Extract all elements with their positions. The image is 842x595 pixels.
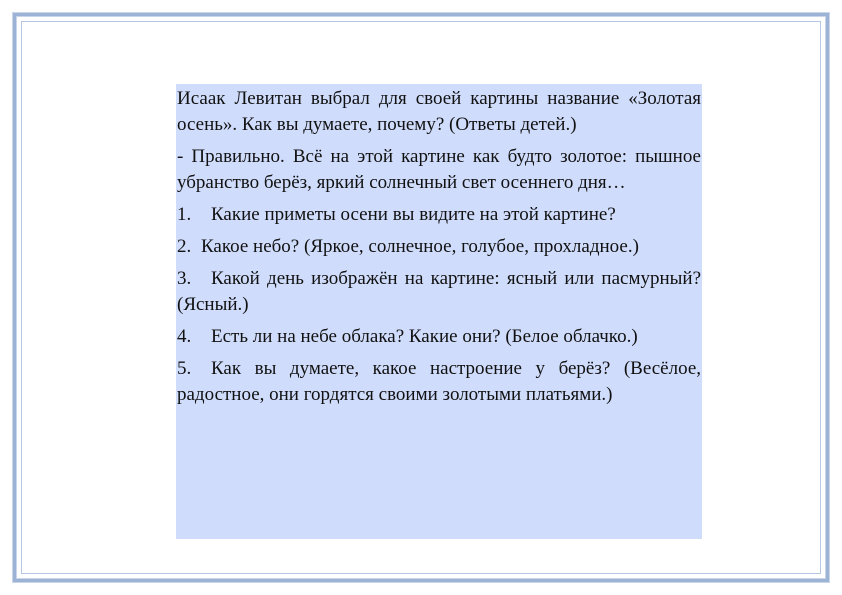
paragraph-answer: - Правильно. Всё на этой картине как будто золотое: пышное убранство берёз, яркий солнечный свет осеннего дня… <box>177 146 701 193</box>
list-item-number: 3. <box>177 268 192 289</box>
text-box <box>176 84 702 539</box>
list-item-text: Какие приметы осени вы видите на этой картине? <box>211 204 616 225</box>
list-item <box>177 324 701 350</box>
list-item-number: 4. <box>177 326 192 347</box>
list-item-number: 2. <box>177 236 192 257</box>
list-item <box>177 234 701 260</box>
list-item <box>177 202 701 228</box>
paragraph-intro: Исаак Левитан выбрал для своей картины название «Золотая осень». Как вы думаете, почему? (Ответы детей.) <box>177 88 701 135</box>
list-item <box>177 266 701 318</box>
list-item-text: Какое небо? (Яркое, солнечное, голубое, прохладное.) <box>201 236 639 257</box>
list-item-text: Есть ли на небе облака? Какие они? (Белое облачко.) <box>211 326 638 347</box>
list-item-number: 5. <box>177 358 192 379</box>
list-item-text: Какой день изображён на картине: ясный или пасмурный? (Ясный.) <box>177 268 701 315</box>
list-item-text: Как вы думаете, какое настроение у берёз? (Весёлое, радостное, они гордятся своими золотыми платьями.) <box>177 358 701 405</box>
list-item <box>177 356 701 408</box>
list-item-number: 1. <box>177 204 192 225</box>
